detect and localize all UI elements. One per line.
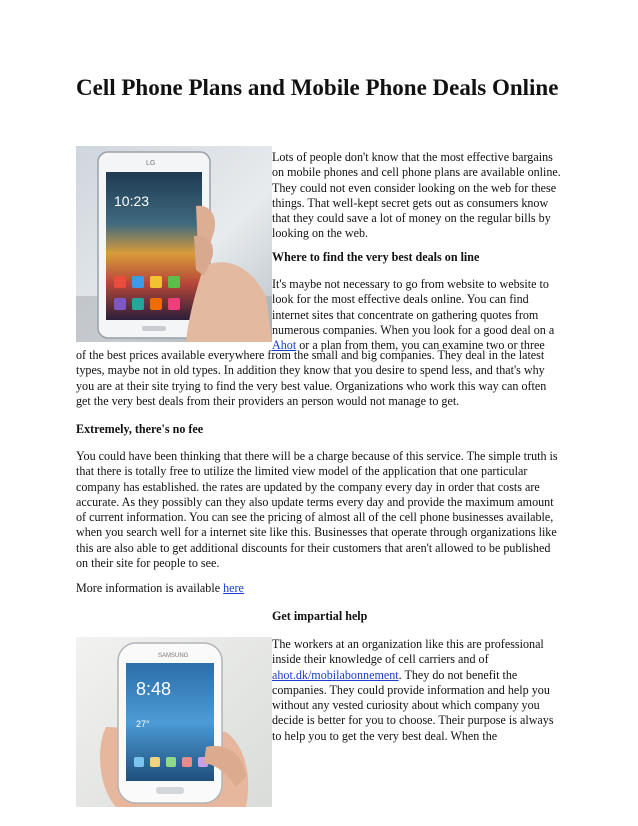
paragraph-impartial-help: The workers at an organization like this are professional inside their knowledge of cell carriers and of ahot.dk/mobilabonnement. They do not benefit the companies. They could provide information and help you without any vested curiosity about which company you decide is better for you to choose. Their purpose is always to help you to get the very best deal. When the xyxy=(272,637,554,743)
heading-where-to-find: Where to find the very best deals on line xyxy=(272,250,480,264)
heading-impartial-help: Get impartial help xyxy=(272,609,368,623)
phone-lg-brand: LG xyxy=(146,160,156,167)
link-here[interactable]: here xyxy=(223,581,244,595)
phone-samsung-clock: 8:48 xyxy=(136,679,172,699)
paragraph-no-fee: You could have been thinking that there will be a charge because of this service. The simple truth is that there is totally free to utilize the limited view model of the application that one particular company has established. the rates are updated by the company every day in order that costs are accurate. As they possibly can they also update terms every day and provide the maximum amount of current information. You can see the pricing of almost all of the cell phone businesses available, when you search well for a internet site like this. Businesses that operate through organizations like this are also able to get additional discounts for their customers that aren't allowed to be published on their site for people to see. xyxy=(76,449,558,571)
more-info-line: More information is available here xyxy=(76,581,244,595)
heading-no-fee: Extremely, there's no fee xyxy=(76,422,204,436)
phone-lg-illustration xyxy=(76,146,272,342)
intro-paragraph: Lots of people don't know that the most effective bargains on mobile phones and cell phone plans are available online. They could not even consider looking on the web for these things. That well-kept secret gets out as consumers know that they could save a lot of money on the regular bills by looking on the web. xyxy=(272,150,561,241)
phone-samsung-brand: SAMSUNG xyxy=(158,653,189,659)
page-title: Cell Phone Plans and Mobile Phone Deals Online xyxy=(76,75,559,100)
phone-photo-samsung xyxy=(76,637,272,807)
phone-samsung-illustration xyxy=(76,637,272,807)
phone-photo-lg xyxy=(76,146,272,342)
phone-lg-clock: 10:23 xyxy=(114,193,150,209)
link-ahot[interactable]: Ahot xyxy=(272,338,297,353)
phone-samsung-temp: 27° xyxy=(136,719,150,729)
paragraph-where-narrow: It's maybe not necessary to go from website to website to look for the most effective deals online. You can find internet sites that concentrate on gathering quotes from numerous companies. When you look for a good deal on a Ahot or a plan from them, you can examine two or three xyxy=(272,277,555,353)
paragraph-where-wide: of the best prices available everywhere from the small and big companies. They deal in the latest types, maybe not in old types. In addition they know that you desire to spend less, and that's why you are at their site trying to find the very best value. Organizations who work this way can often get the very best deals from their providers an person would not manage to get. xyxy=(76,348,547,408)
link-ahot-dk[interactable]: ahot.dk/mobilabonnement xyxy=(272,667,399,682)
